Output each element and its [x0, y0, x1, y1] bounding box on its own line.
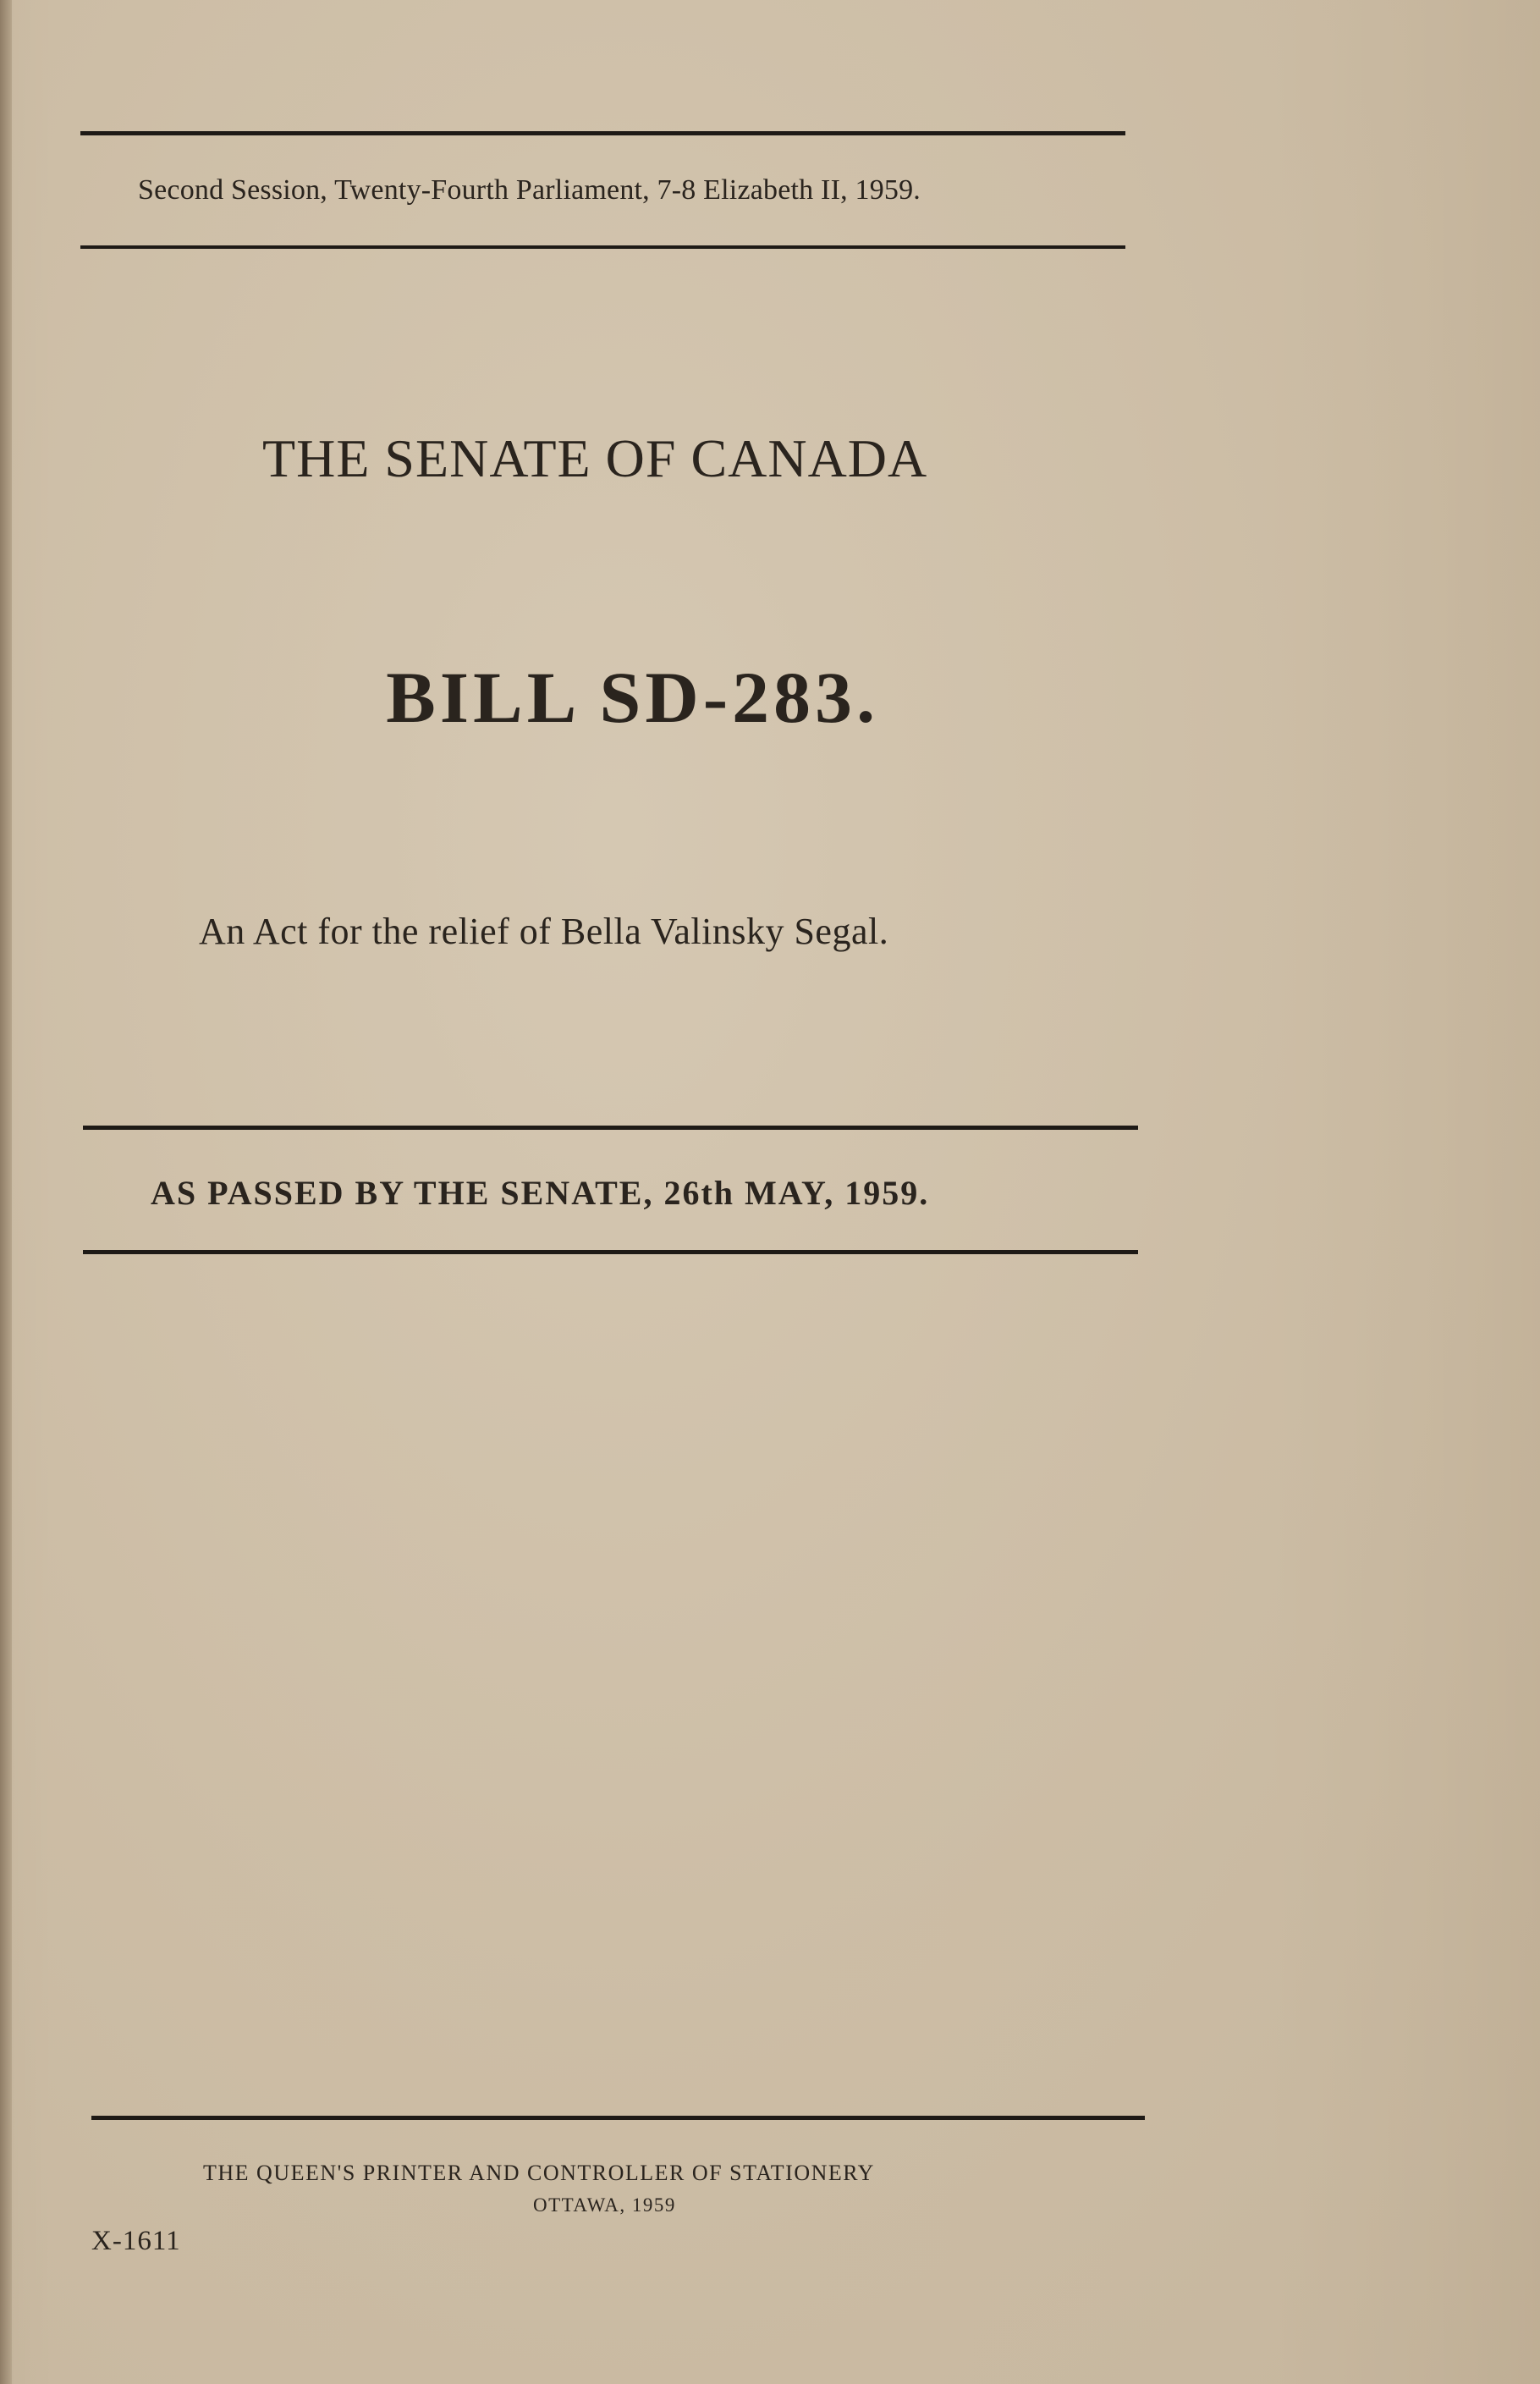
- bill-number: BILL SD-283.: [386, 657, 880, 738]
- session-line: Second Session, Twenty-Fourth Parliament, 7-8 Elizabeth II, 1959.: [138, 174, 921, 206]
- top-rule: [80, 131, 1125, 135]
- house-title: THE SENATE OF CANADA: [262, 428, 928, 488]
- printer-line: THE QUEEN'S PRINTER AND CONTROLLER OF STATIONERY: [203, 2161, 875, 2185]
- passage-note: AS PASSED BY THE SENATE, 26th MAY, 1959.: [151, 1174, 930, 1212]
- session-rule: [80, 245, 1125, 249]
- bill-title: An Act for the relief of Bella Valinsky Segal.: [199, 911, 889, 952]
- footer-rule: [91, 2116, 1145, 2120]
- passage-bottom-rule: [83, 1250, 1138, 1254]
- printer-place: OTTAWA, 1959: [533, 2194, 676, 2216]
- print-code: X-1611: [91, 2226, 181, 2256]
- passage-top-rule: [83, 1126, 1138, 1130]
- page-binding-edge: [0, 0, 12, 2384]
